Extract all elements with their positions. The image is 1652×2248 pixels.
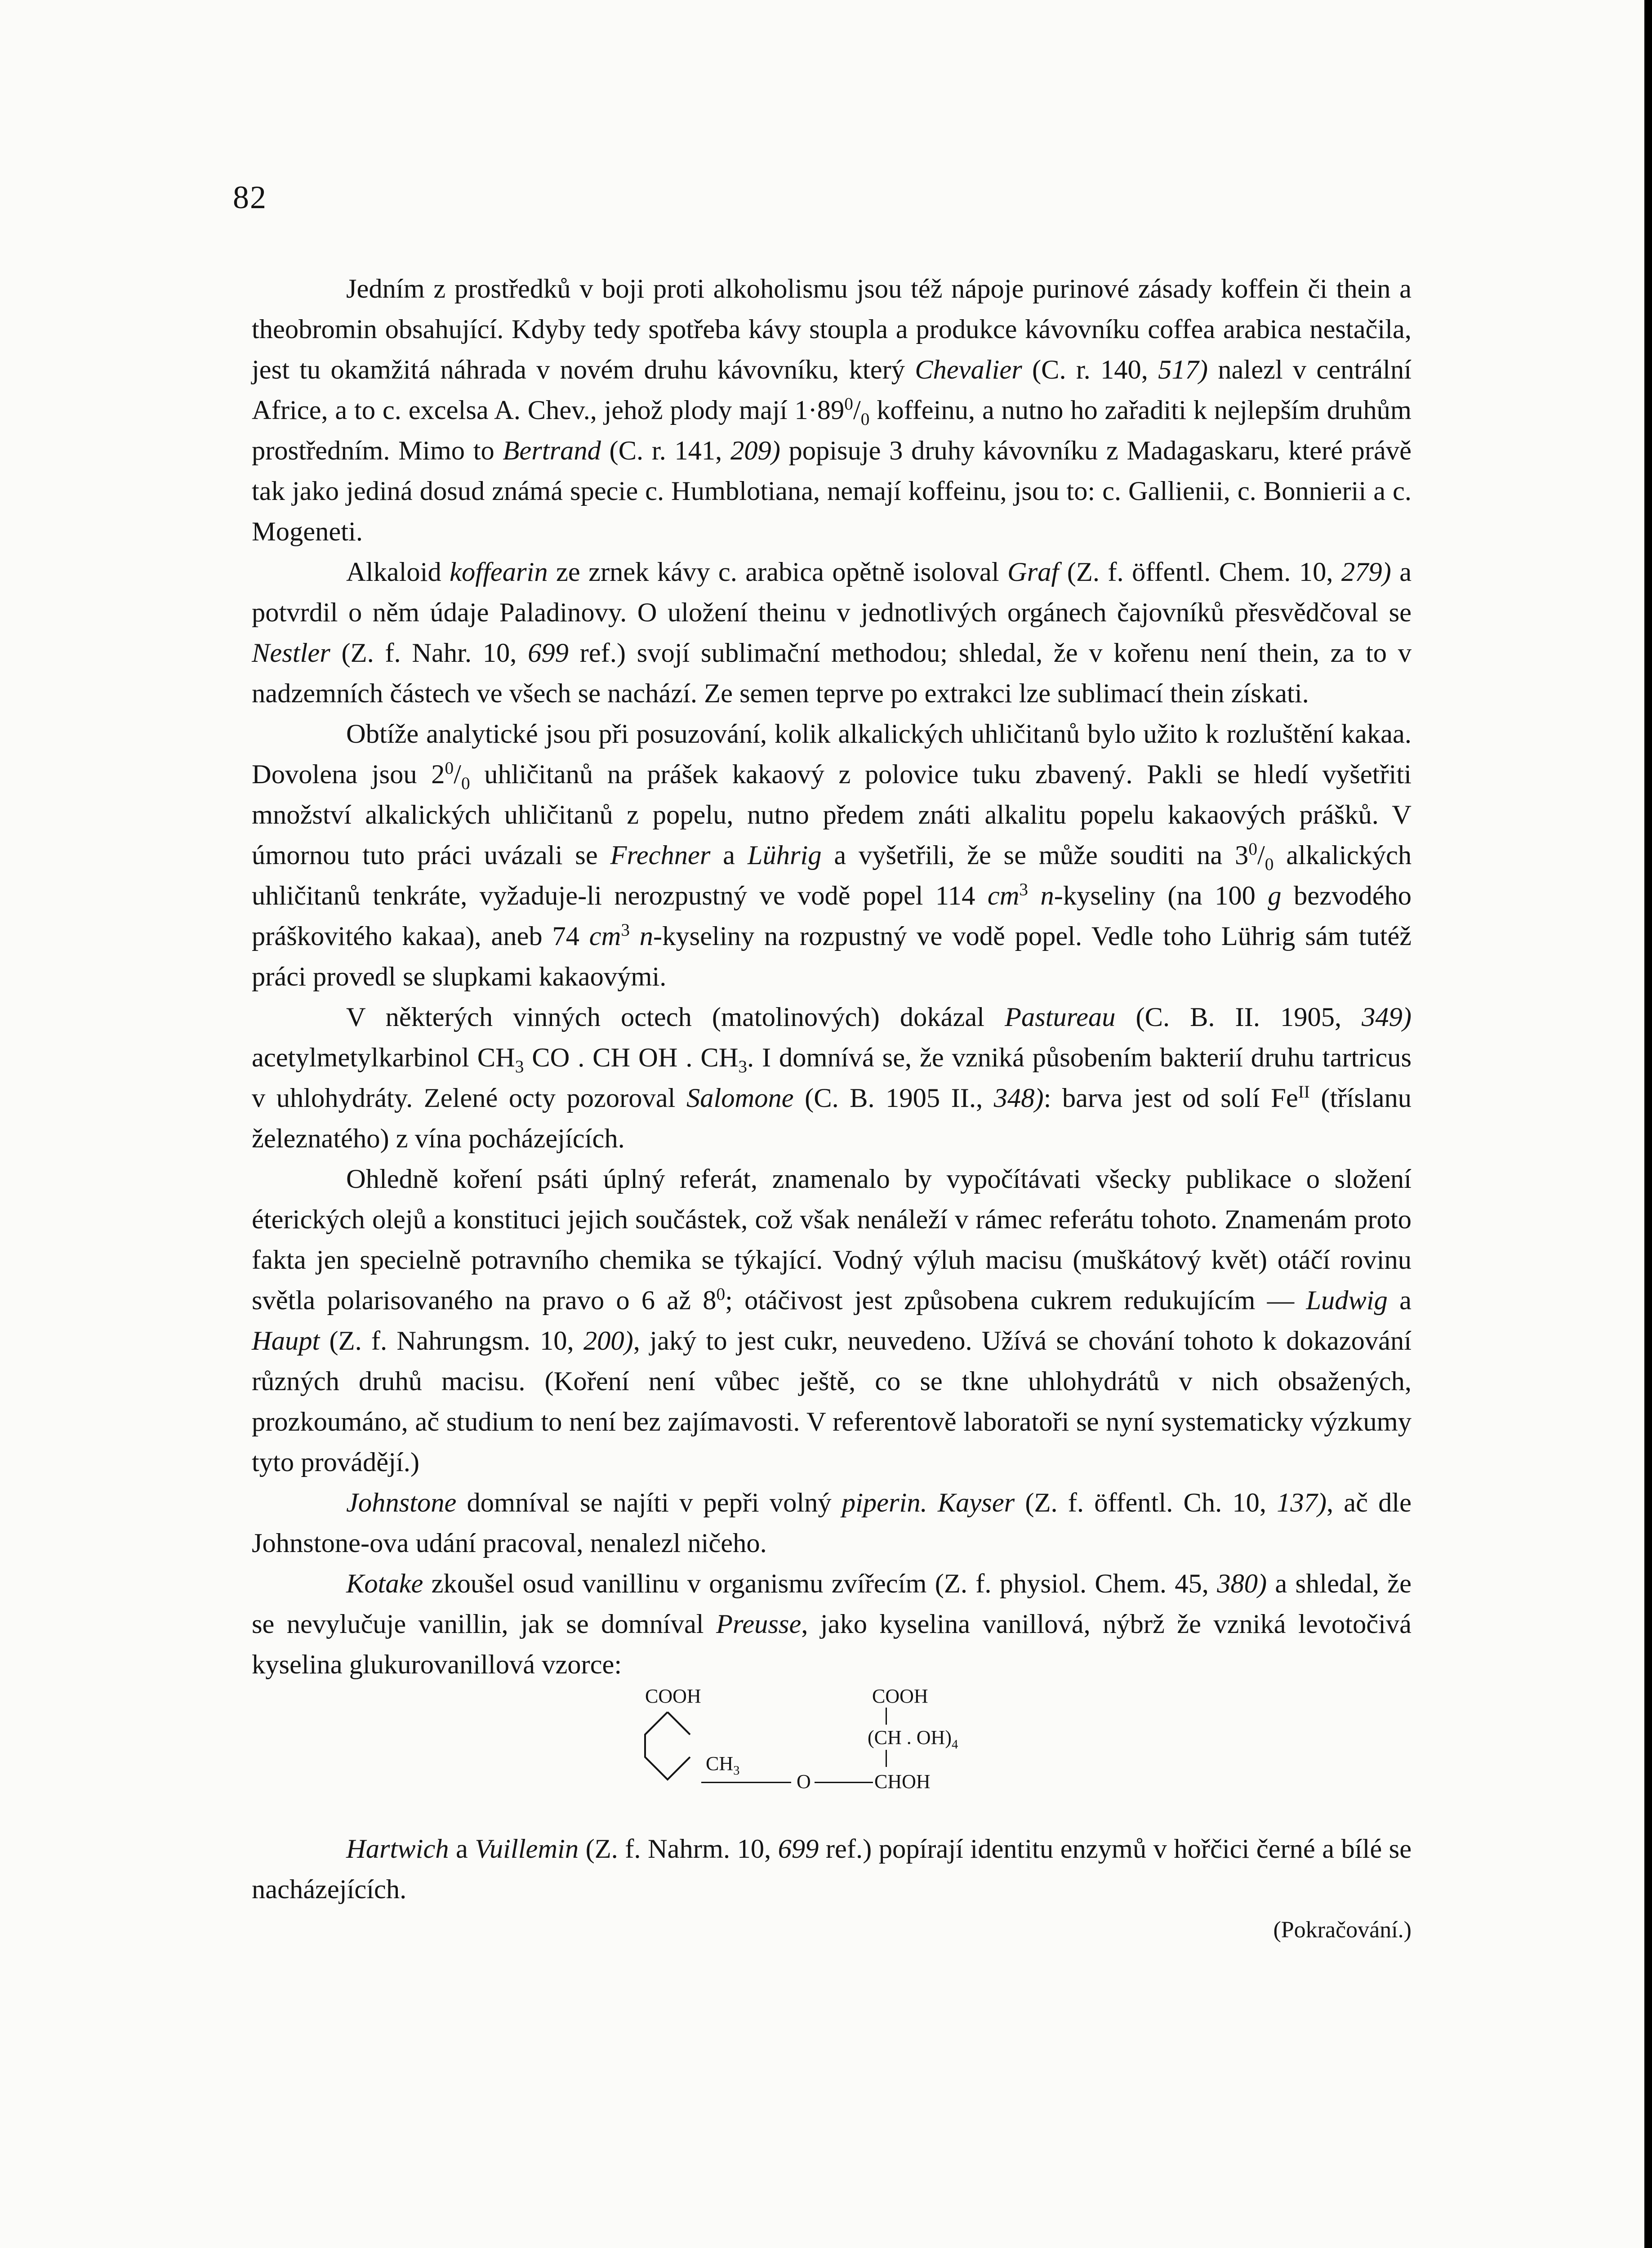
- text: Alkaloid: [346, 557, 441, 587]
- text: ze zrnek kávy c. arabica opětně isoloval: [556, 557, 999, 587]
- author-name: Graf: [1007, 557, 1059, 587]
- page-reference: 137): [1277, 1488, 1327, 1518]
- text: Jedním z prostředků v boji proti alkoholismu jsou též nápoje purinové zásady koffein či thein a theobromin obsahující. Kdyby tedy spotřeba kávy stoupla a produkce kávovníku coffea arabica nestačila, jest tu okamžitá náhrada v novém druhu kávovníku, který: [252, 274, 1412, 385]
- text: nalezl v centrální Africe, a to c. excelsa A. Chev., jehož plody mají 1·89: [252, 355, 1412, 425]
- text: a: [1399, 1285, 1412, 1316]
- author-name: Preusse: [716, 1609, 802, 1639]
- percent-slash: /: [853, 395, 861, 425]
- substance-name: piperin.: [842, 1488, 927, 1518]
- formula-ch3: [706, 1753, 740, 1778]
- formula-ch-oh: [868, 1726, 958, 1752]
- author-name: Haupt: [252, 1326, 320, 1356]
- text: CO . CH OH . CH: [532, 1043, 739, 1073]
- percent-slash: /: [1257, 840, 1265, 870]
- text: a vyšetřili, že se může souditi na 3: [834, 840, 1249, 870]
- text: , jaký to jest cukr, neuvedeno. Užívá se chování tohoto k dokazování různých druhů macisu. (Koření není vůbec ještě, co se tkne uhlohydrátů v nich obsažených, prozkoumáno, ač studium to není bez zajímavosti. V referentově laboratoři se nyní systematicky výzkumy tyto provádějí.): [252, 1326, 1412, 1477]
- chemical-formula: [252, 1685, 1412, 1829]
- percent-bottom: 0: [860, 409, 870, 429]
- text: (Z. f. Nahrm. 10,: [585, 1834, 771, 1864]
- author-name: Nestler: [252, 638, 330, 668]
- formula-ch-oh-text: (CH . OH): [868, 1726, 952, 1748]
- text: uhličitanů na prášek kakaový z polovice tuku zbavený. Pakli se hledí vyšetřiti množství alkalických uhličitanů z popelu, nutno předem znáti alkalitu popelu kakaových prášků. V úmornou tuto práci uvázali se: [252, 759, 1412, 870]
- text: (tříslanu železnatého) z vína pocházejících.: [252, 1083, 1412, 1154]
- continued-row: [252, 1910, 1412, 1950]
- unit-exponent: 3: [1019, 879, 1029, 899]
- subscript: 3: [738, 1057, 748, 1077]
- author-name: Bertrand: [503, 436, 601, 466]
- page-reference: 349): [1362, 1002, 1412, 1032]
- percent-slash: /: [454, 759, 461, 789]
- percent-top: 0: [844, 393, 853, 414]
- continued-note: (Pokračování.): [1273, 1917, 1412, 1943]
- paragraph-koffearin: [252, 552, 1412, 714]
- unit: g: [1268, 881, 1282, 911]
- text: . I domnívá se, že vzniká působením bakterií druhu tartricus v uhlohydráty. Zelené octy pozoroval: [252, 1043, 1412, 1113]
- author-name: Lührig: [747, 840, 822, 870]
- benzene-ring-icon: [638, 1708, 697, 1784]
- page-reference: 279): [1341, 557, 1391, 587]
- text: : barva jest od solí Fe: [1043, 1083, 1298, 1113]
- text: a: [456, 1834, 468, 1864]
- text: ref.) svojí sublimační methodou; shledal, že v kořenu není thein, za to v nadzemních částech ve všech se nachází. Ze semen teprve po extrakci lze sublimací thein získati.: [252, 638, 1412, 709]
- paragraph-vinegar: [252, 997, 1412, 1159]
- text: Obtíže analytické jsou při posuzování, kolik alkalických uhličitanů bylo užito k rozluštění kakaa. Dovolena jsou 2: [252, 719, 1412, 789]
- page-reference: 348): [993, 1083, 1044, 1113]
- author-name: Frechner: [610, 840, 711, 870]
- text: popisuje 3 druhy kávovníku z Madagaskaru, které právě tak jako jediná dosud známá specie c. Humblotiana, nemají koffeinu, jsou to: c. Gallienii, c. Bonnierii a c. Mogeneti.: [252, 436, 1412, 547]
- paragraph-pepper: [252, 1483, 1412, 1564]
- bond-line: [701, 1782, 791, 1783]
- text: ref.) popírají identitu enzymů v hořčici černé a bílé se nacházejících.: [252, 1834, 1412, 1905]
- page-number: 82: [233, 179, 267, 215]
- text: alkalických uhličitanů tenkráte, vyžaduje-li nerozpustný ve vodě popel 114: [252, 840, 1412, 911]
- text: zkoušel osud vanillinu v organismu zvířecím (Z. f. physiol. Chem. 45,: [431, 1569, 1209, 1599]
- formula-ch-oh-subscript: 4: [951, 1737, 958, 1752]
- author-name: Kotake: [346, 1569, 423, 1599]
- bond-line: [815, 1782, 873, 1783]
- paragraph-vanillin: [252, 1564, 1412, 1685]
- text: -kyseliny na rozpustný ve vodě popel. Vedle toho Lührig sám tutéž práci provedl se slupkami kakaovými.: [252, 921, 1412, 992]
- subscript: 3: [515, 1057, 524, 1077]
- page-reference: 200): [583, 1326, 633, 1356]
- body-text: [252, 269, 1412, 1950]
- text: (C. B. II. 1905,: [1135, 1002, 1342, 1032]
- unit: cm: [589, 921, 621, 951]
- percent-top: 0: [445, 758, 454, 778]
- text: (C. B. 1905 II.,: [805, 1083, 983, 1113]
- formula-choh: CHOH: [874, 1771, 931, 1793]
- author-name: Ludwig: [1306, 1285, 1388, 1316]
- bond-line: [886, 1750, 887, 1767]
- unit-exponent: 3: [621, 919, 630, 940]
- text: a: [723, 840, 735, 870]
- text: V některých vinných octech (matolinových) dokázal: [346, 1002, 984, 1032]
- text: (C. r. 140,: [1032, 355, 1148, 385]
- degree: 0: [716, 1284, 726, 1304]
- text: (Z. f. öffentl. Chem. 10,: [1067, 557, 1333, 587]
- page-reference: 699: [528, 638, 569, 668]
- page-reference: 380): [1217, 1569, 1267, 1599]
- normality: n: [1040, 881, 1054, 911]
- author-name: Salomone: [686, 1083, 794, 1113]
- paragraph-caffeine: [252, 269, 1412, 552]
- author-name: Chevalier: [915, 355, 1022, 385]
- text: , ač dle Johnstone-ova udání pracoval, nenalezl ničeho.: [252, 1488, 1412, 1558]
- text: a potvrdil o něm údaje Paladinovy. O uložení theinu v jednotlivých orgánech čajovníků přesvědčoval se: [252, 557, 1412, 628]
- page-reference: 517): [1158, 355, 1208, 385]
- page-reference: 209): [730, 436, 780, 466]
- page-reference: 699: [778, 1834, 819, 1864]
- text: (C. r. 141,: [609, 436, 722, 466]
- text: a shledal, že se nevylučuje vanillin, jak se domníval: [252, 1569, 1412, 1639]
- formula-oxygen: O: [797, 1771, 811, 1793]
- author-name: Hartwich: [346, 1834, 449, 1864]
- unit: cm: [987, 881, 1020, 911]
- formula-ch3-text: CH: [706, 1753, 734, 1775]
- percent-bottom: 0: [1265, 854, 1274, 874]
- substance-name: koffearin: [450, 557, 548, 587]
- text: domníval se najíti v pepři volný: [467, 1488, 832, 1518]
- author-name: Johnstone: [346, 1488, 457, 1518]
- text: acetylmetylkarbinol CH: [252, 1043, 515, 1073]
- formula-ch3-subscript: 3: [733, 1763, 740, 1778]
- bond-line: [886, 1708, 887, 1725]
- text: , jako kyselina vanillová, nýbrž že vzniká levotočivá kyselina glukurovanillová vzorce:: [252, 1609, 1412, 1680]
- percent-bottom: 0: [461, 773, 470, 794]
- percent-top: 0: [1248, 839, 1257, 859]
- formula-right-cooh: COOH: [872, 1685, 928, 1707]
- author-name: Vuillemin: [475, 1834, 579, 1864]
- normality: n: [639, 921, 654, 951]
- author-name: Kayser: [937, 1488, 1015, 1518]
- paragraph-cocoa: [252, 714, 1412, 997]
- superscript: II: [1298, 1081, 1310, 1102]
- text: bezvodého práškovitého kakaa), aneb 74: [252, 881, 1412, 951]
- paragraph-spices: [252, 1159, 1412, 1483]
- text: Ohledně koření psáti úplný referát, znamenalo by vypočítávati všecky publikace o složení éterických olejů a konstituci jejich součástek, což však nenáleží v rámec referátu tohoto. Znamenám proto fakta jen specielně potravního chemika se týkající. Vodný výluh macisu (muškátový květ) otáčí rovinu světla polarisovaného na pravo o 6 až 8: [252, 1164, 1412, 1316]
- text: (Z. f. Nahr. 10,: [341, 638, 517, 668]
- paragraph-enzymes: [252, 1829, 1412, 1910]
- text: koffeinu, a nutno ho zařaditi k nejlepším druhům prostředním. Mimo to: [252, 395, 1412, 466]
- author-name: Pastureau: [1004, 1002, 1116, 1032]
- formula-left-cooh: COOH: [645, 1685, 701, 1707]
- text: ; otáčivost jest způsobena cukrem redukujícím —: [725, 1285, 1295, 1316]
- text: (Z. f. öffentl. Ch. 10,: [1025, 1488, 1266, 1518]
- text: -kyseliny (na 100: [1054, 881, 1256, 911]
- text: (Z. f. Nahrungsm. 10,: [329, 1326, 574, 1356]
